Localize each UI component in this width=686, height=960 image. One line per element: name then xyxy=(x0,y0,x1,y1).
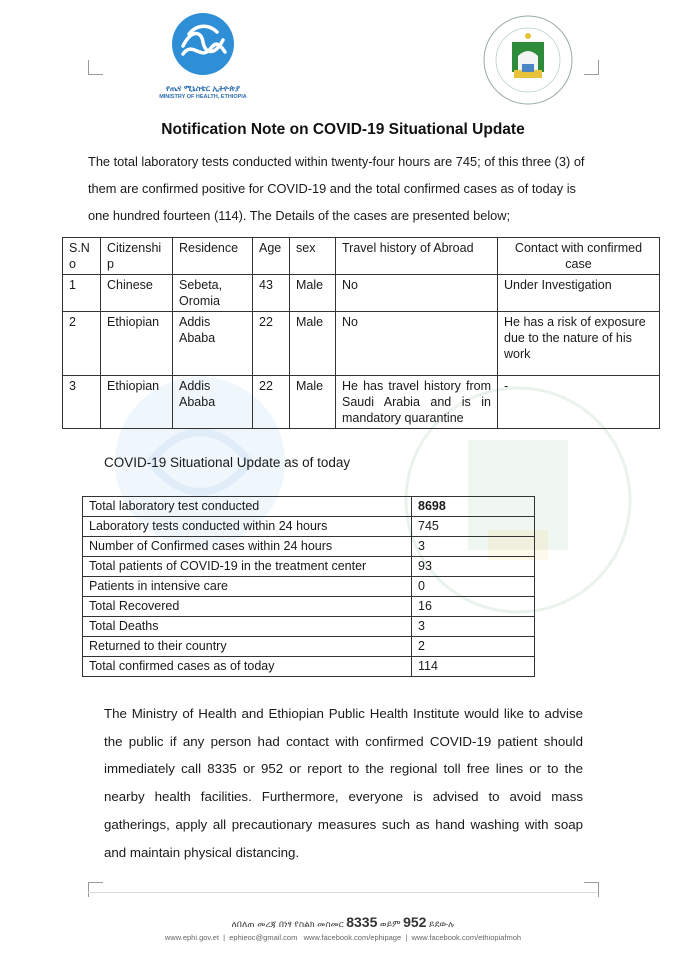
corner-mark-top-left xyxy=(88,60,103,75)
stats-table xyxy=(82,496,535,677)
case-residence: Addis Ababa xyxy=(173,376,253,429)
hotline-connector: ወይም xyxy=(379,919,401,929)
moh-caption-english: MINISTRY OF HEALTH, ETHIOPIA xyxy=(159,94,247,100)
header-travel-history: Travel history of Abroad xyxy=(336,238,498,275)
case-sno: 1 xyxy=(63,275,101,312)
footer-divider xyxy=(88,892,598,893)
situation-title: COVID-19 Situational Update as of today xyxy=(104,455,351,470)
stat-label: Number of Confirmed cases within 24 hours xyxy=(83,537,412,557)
case-sex: Male xyxy=(290,312,336,376)
stat-label: Returned to their country xyxy=(83,637,412,657)
stat-value: 114 xyxy=(412,657,535,677)
case-sex: Male xyxy=(290,376,336,429)
stat-value: 2 xyxy=(412,637,535,657)
table-row xyxy=(83,517,535,537)
stat-value: 3 xyxy=(412,617,535,637)
stat-label: Total Deaths xyxy=(83,617,412,637)
stat-label: Total confirmed cases as of today xyxy=(83,657,412,677)
stat-label: Laboratory tests conducted within 24 hours xyxy=(83,517,412,537)
stat-label: Total laboratory test conducted xyxy=(83,497,412,517)
case-age: 22 xyxy=(253,312,290,376)
case-citizenship: Ethiopian xyxy=(101,312,173,376)
moh-logo xyxy=(158,12,248,101)
table-row xyxy=(83,497,535,517)
hotline-number-1: 8335 xyxy=(346,914,378,930)
stat-value: 0 xyxy=(412,577,535,597)
table-row xyxy=(63,376,660,429)
table-row xyxy=(83,617,535,637)
table-row xyxy=(63,312,660,376)
corner-mark-bottom-right xyxy=(584,882,599,897)
intro-paragraph: The total laboratory tests conducted within twenty-four hours are 745; of this three (3) of them are confirmed positive for COVID-19 and the total confirmed cases as of today is one hundred fourteen (114). The Details of the cases are presented below; xyxy=(88,154,585,223)
stat-label: Total patients of COVID-19 in the treatment center xyxy=(83,557,412,577)
header-residence: Residence xyxy=(173,238,253,275)
case-age: 43 xyxy=(253,275,290,312)
header-contact: Contact with confirmed case xyxy=(498,238,660,275)
email-link[interactable]: ephieoc@gmail.com xyxy=(229,933,298,942)
facebook-link-moh[interactable]: www.facebook.com/ethiopiafmoh xyxy=(411,933,522,942)
header-age: Age xyxy=(253,238,290,275)
table-row xyxy=(83,657,535,677)
stat-value: 745 xyxy=(412,517,535,537)
case-citizenship: Chinese xyxy=(101,275,173,312)
facebook-link-ephi[interactable]: www.facebook.com/ephipage xyxy=(303,933,402,942)
case-contact: Under Investigation xyxy=(498,275,660,312)
case-age: 22 xyxy=(253,376,290,429)
header-sex: sex xyxy=(290,238,336,275)
table-row xyxy=(83,577,535,597)
header-citizenship: Citizenship xyxy=(101,238,173,275)
cases-table xyxy=(62,237,660,429)
case-contact: He has a risk of exposure due to the nature of his work xyxy=(498,312,660,376)
hotline-line xyxy=(0,914,686,930)
hotline-number-2: 952 xyxy=(403,914,427,930)
case-contact: - xyxy=(498,376,660,429)
table-row xyxy=(83,637,535,657)
corner-mark-top-right xyxy=(584,60,599,75)
case-sex: Male xyxy=(290,275,336,312)
case-sno: 3 xyxy=(63,376,101,429)
case-citizenship: Ethiopian xyxy=(101,376,173,429)
document-title: Notification Note on COVID-19 Situational Update xyxy=(161,121,525,138)
stat-value: 8698 xyxy=(412,497,535,517)
corner-mark-bottom-left xyxy=(88,882,103,897)
stat-label: Patients in intensive care xyxy=(83,577,412,597)
contact-links: www.ephi.gov.et | ephieoc@gmail.com www.facebook.com/ephipage | www.facebook.com/ethiopiafmoh xyxy=(164,933,522,942)
case-travel-history: No xyxy=(336,275,498,312)
stat-value: 93 xyxy=(412,557,535,577)
stat-value: 3 xyxy=(412,537,535,557)
case-travel-history: No xyxy=(336,312,498,376)
case-residence: Sebeta, Oromia xyxy=(173,275,253,312)
case-travel-history: He has travel history from Saudi Arabia and is in mandatory quarantine xyxy=(336,376,498,429)
table-row xyxy=(83,597,535,617)
cases-table-header-row xyxy=(63,238,660,275)
moh-emblem-icon xyxy=(171,12,235,76)
case-sno: 2 xyxy=(63,312,101,376)
website-link[interactable]: www.ephi.gov.et xyxy=(164,933,219,942)
hotline-suffix: ይደውሉ xyxy=(428,919,455,929)
hotline-prefix: ለበለጠ መረጃ በነፃ የስልክ መስመር xyxy=(231,919,344,929)
stat-value: 16 xyxy=(412,597,535,617)
ephi-logo xyxy=(482,14,574,106)
advice-paragraph: The Ministry of Health and Ethiopian Public Health Institute would like to advise the public if any person had contact with confirmed COVID-19 patient should immediately call 8335 or 952 or report to the regional toll free lines or to the nearby health facilities. Furthermore, everyone is advised to avoid mass gatherings, apply all precautionary measures such as hand washing with soap and maintain physical distancing. xyxy=(104,706,583,860)
moh-caption-amharic: የጤና ሚኒስቴር ኢትዮጵያ xyxy=(165,84,241,93)
ephi-seal-icon xyxy=(482,14,574,106)
table-row xyxy=(83,557,535,577)
case-residence: Addis Ababa xyxy=(173,312,253,376)
stat-label: Total Recovered xyxy=(83,597,412,617)
table-row xyxy=(83,537,535,557)
header-sno: S.No xyxy=(63,238,101,275)
table-row xyxy=(63,275,660,312)
